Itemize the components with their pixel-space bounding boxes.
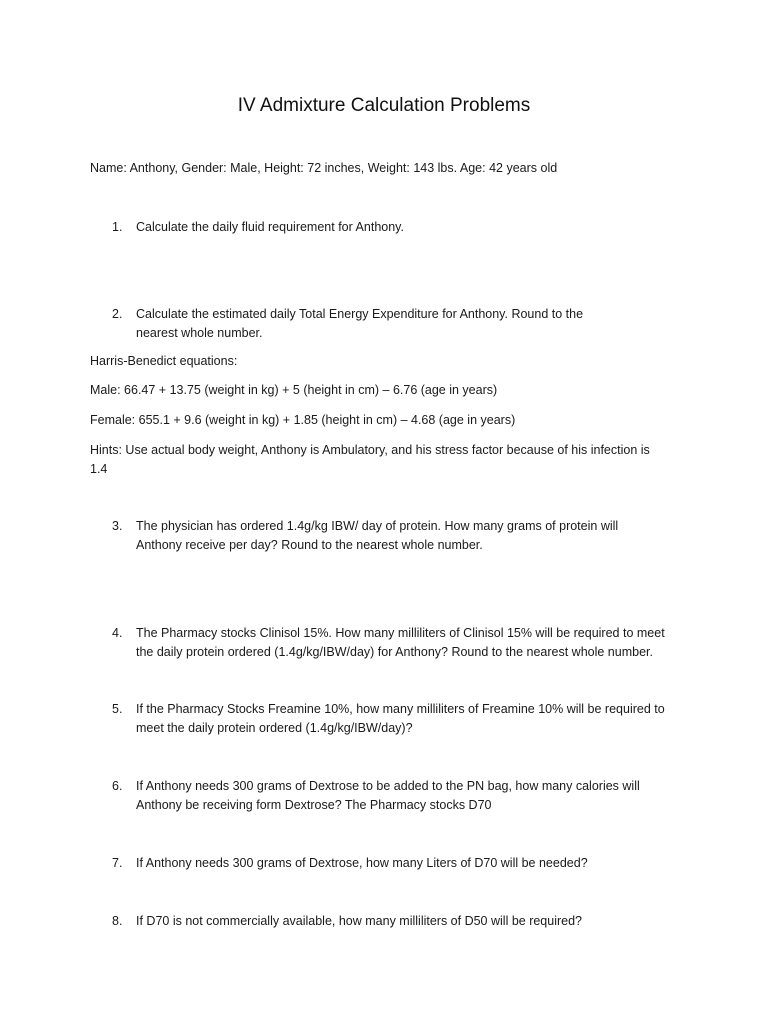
document-title: IV Admixture Calculation Problems [237,95,531,116]
question-3 [112,517,652,555]
question-4 [112,624,682,662]
patient-info: Name: Anthony, Gender: Male, Height: 72 inches, Weight: 143 lbs. Age: 42 years old [90,161,558,175]
question-text: The physician has ordered 1.4g/kg IBW/ day of protein. How many grams of protein will Anthony receive per day? Round to the nearest whole number. [136,519,619,552]
question-number: 3. [112,519,123,533]
question-text: Calculate the daily fluid requirement for Anthony. [136,220,404,234]
question-text: Calculate the estimated daily Total Energy Expenditure for Anthony. Round to the nearest whole number. [136,307,584,340]
question-text: If D70 is not commercially available, how many milliliters of D50 will be required? [136,914,583,928]
question-5 [112,700,682,738]
question-1 [112,218,682,237]
question-2 [112,305,612,343]
female-equation: Female: 655.1 + 9.6 (weight in kg) + 1.85 (height in cm) – 4.68 (age in years) [90,413,516,427]
question-8 [112,912,682,931]
hints: Hints: Use actual body weight, Anthony is Ambulatory, and his stress factor because of his infection is 1.4 [90,443,650,476]
question-number: 5. [112,702,123,716]
question-number: 2. [112,307,123,321]
question-7 [112,854,682,873]
equations-heading: Harris-Benedict equations: [90,354,238,368]
question-number: 8. [112,914,123,928]
question-text: The Pharmacy stocks Clinisol 15%. How many milliliters of Clinisol 15% will be required to meet the daily protein ordered (1.4g/kg/IBW/day) for Anthony? Round to the nearest whole number. [136,626,665,659]
question-text: If Anthony needs 300 grams of Dextrose to be added to the PN bag, how many calories will Anthony be receiving form Dextrose? The Pharmacy stocks D70 [136,779,640,812]
question-text: If the Pharmacy Stocks Freamine 10%, how many milliliters of Freamine 10% will be required to meet the daily protein ordered (1.4g/kg/IBW/day)? [136,702,665,735]
question-number: 7. [112,856,123,870]
question-6 [112,777,667,815]
question-number: 1. [112,220,123,234]
question-text: If Anthony needs 300 grams of Dextrose, how many Liters of D70 will be needed? [136,856,588,870]
question-number: 6. [112,779,123,793]
male-equation: Male: 66.47 + 13.75 (weight in kg) + 5 (height in cm) – 6.76 (age in years) [90,383,498,397]
question-number: 4. [112,626,123,640]
